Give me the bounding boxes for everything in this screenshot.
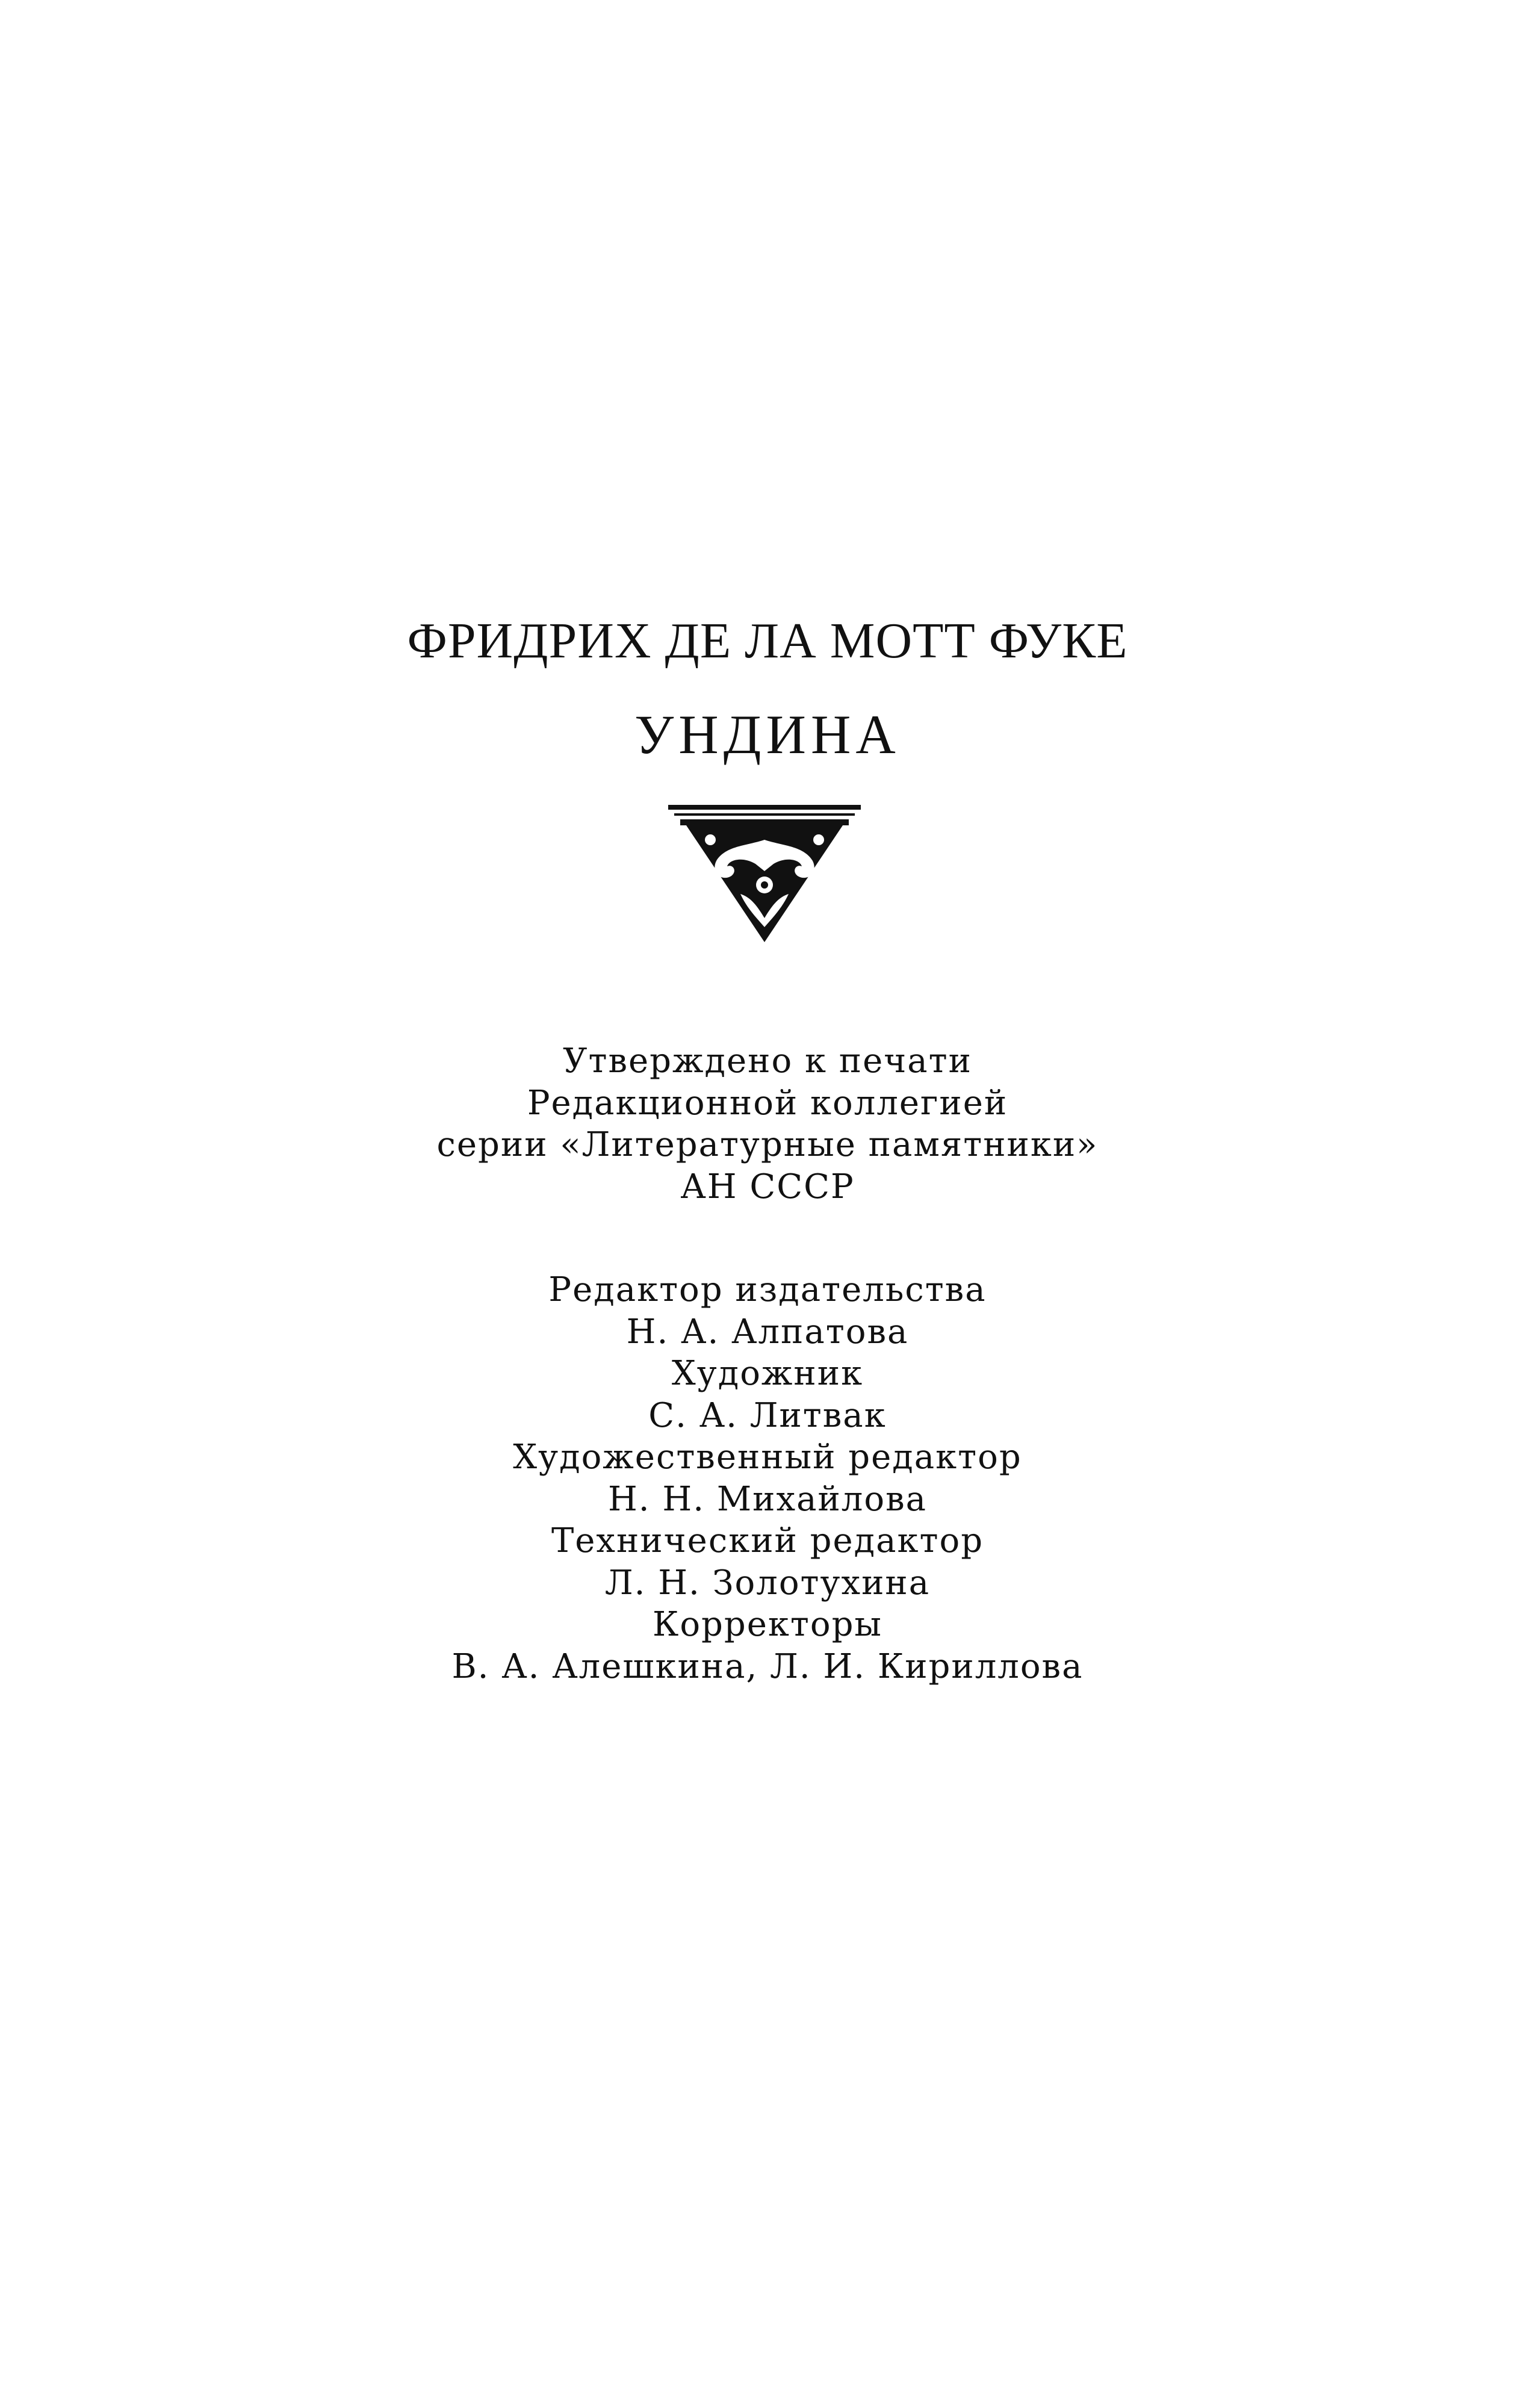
credits-block [0,1269,1535,1687]
credit-role: Технический редактор [551,1521,984,1560]
credit-person: Н. Н. Михайлова [607,1479,928,1519]
fleuron-ornament-icon [668,804,861,945]
approval-line: АН СССР [680,1167,855,1206]
credit-role: Художник [671,1354,864,1393]
credit-person: С. А. Литвак [648,1395,887,1435]
author-name: ФРИДРИХ ДЕ ЛА МОТТ ФУКЕ [407,613,1128,669]
credit-role: Художественный редактор [513,1438,1022,1477]
approval-block [0,1040,1535,1208]
credit-person: Н. А. Алпатова [626,1312,909,1351]
approval-line: Утверждено к печати [563,1041,972,1081]
credit-person: В. А. Алешкина, Л. И. Кириллова [451,1646,1084,1686]
credit-role: Корректоры [652,1605,882,1644]
approval-line: Редакционной коллегией [527,1083,1008,1123]
credit-role: Редактор издательства [548,1270,987,1309]
approval-line: серии «Литературные памятники» [436,1125,1099,1164]
credit-person: Л. Н. Золотухина [604,1563,931,1603]
book-title: УНДИНА [634,704,901,765]
